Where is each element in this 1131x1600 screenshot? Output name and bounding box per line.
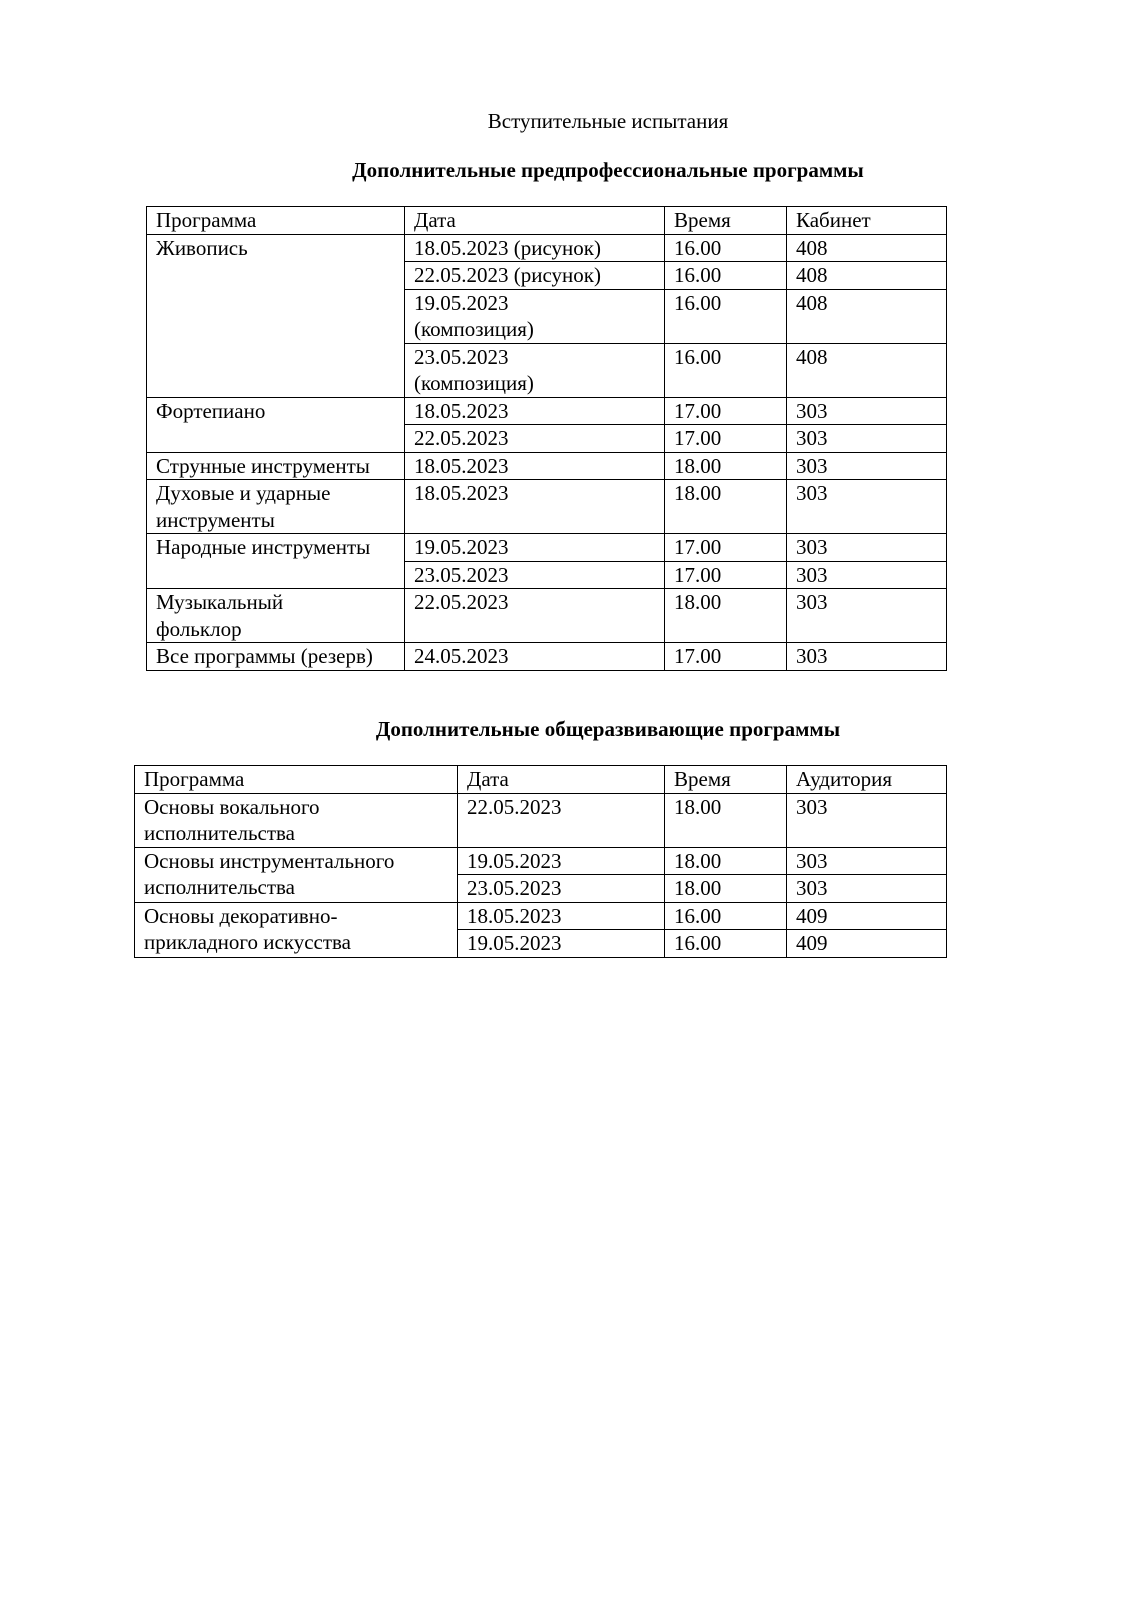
room-cell: 303	[787, 643, 947, 671]
table-row	[135, 902, 947, 930]
date-cell: 23.05.2023	[458, 875, 665, 903]
time-cell: 18.00	[665, 875, 787, 903]
date-cell: 22.05.2023	[405, 425, 665, 453]
general-schedule-table	[134, 765, 947, 958]
time-cell: 17.00	[665, 643, 787, 671]
table-row	[135, 793, 947, 847]
date-cell: 18.05.2023	[405, 397, 665, 425]
date-cell: 22.05.2023	[458, 793, 665, 847]
section-heading-preprofessional: Дополнительные предпрофессиональные программы	[352, 158, 864, 182]
time-cell: 17.00	[665, 561, 787, 589]
header-row	[147, 207, 947, 235]
date-cell: 19.05.2023 (композиция)	[405, 289, 665, 343]
table-row	[147, 534, 947, 562]
time-cell: 16.00	[665, 289, 787, 343]
date-cell: 18.05.2023	[405, 480, 665, 534]
time-cell: 17.00	[665, 397, 787, 425]
time-cell: 18.00	[665, 589, 787, 643]
room-cell: 409	[787, 902, 947, 930]
room-cell: 303	[787, 480, 947, 534]
table-row	[147, 234, 947, 262]
header-date: Дата	[405, 207, 665, 235]
date-cell: 24.05.2023	[405, 643, 665, 671]
room-cell: 303	[787, 847, 947, 875]
time-cell: 16.00	[665, 902, 787, 930]
time-cell: 18.00	[665, 847, 787, 875]
time-cell: 17.00	[665, 534, 787, 562]
program-cell: Музыкальный фольклор	[147, 589, 405, 643]
room-cell: 303	[787, 534, 947, 562]
header-room: Аудитория	[787, 766, 947, 794]
room-cell: 408	[787, 289, 947, 343]
table-row	[147, 452, 947, 480]
page-title: Вступительные испытания	[487, 109, 729, 133]
room-cell: 409	[787, 930, 947, 958]
time-cell: 17.00	[665, 425, 787, 453]
date-cell: 19.05.2023	[458, 847, 665, 875]
program-cell: Основы инструментального исполнительства	[135, 847, 458, 902]
room-cell: 303	[787, 589, 947, 643]
room-cell: 303	[787, 793, 947, 847]
room-cell: 303	[787, 397, 947, 425]
room-cell: 408	[787, 262, 947, 290]
table-row	[147, 643, 947, 671]
date-cell: 23.05.2023 (композиция)	[405, 343, 665, 397]
date-cell: 19.05.2023	[405, 534, 665, 562]
table-row	[147, 589, 947, 643]
time-cell: 16.00	[665, 234, 787, 262]
program-cell: Основы вокального исполнительства	[135, 793, 458, 847]
date-cell: 19.05.2023	[458, 930, 665, 958]
time-cell: 18.00	[665, 452, 787, 480]
header-time: Время	[665, 207, 787, 235]
date-cell: 18.05.2023	[405, 452, 665, 480]
time-cell: 16.00	[665, 262, 787, 290]
date-cell: 18.05.2023 (рисунок)	[405, 234, 665, 262]
table-row	[147, 480, 947, 534]
program-cell: Живопись	[147, 234, 405, 397]
table-row	[147, 397, 947, 425]
date-cell: 18.05.2023	[458, 902, 665, 930]
program-cell: Основы декоративно- прикладного искусства	[135, 902, 458, 957]
program-cell: Струнные инструменты	[147, 452, 405, 480]
room-cell: 408	[787, 343, 947, 397]
time-cell: 16.00	[665, 930, 787, 958]
room-cell: 303	[787, 875, 947, 903]
room-cell: 408	[787, 234, 947, 262]
time-cell: 16.00	[665, 343, 787, 397]
header-program: Программа	[147, 207, 405, 235]
date-cell: 22.05.2023 (рисунок)	[405, 262, 665, 290]
header-program: Программа	[135, 766, 458, 794]
program-cell: Духовые и ударные инструменты	[147, 480, 405, 534]
room-cell: 303	[787, 452, 947, 480]
header-time: Время	[665, 766, 787, 794]
room-cell: 303	[787, 425, 947, 453]
time-cell: 18.00	[665, 480, 787, 534]
program-cell: Все программы (резерв)	[147, 643, 405, 671]
date-cell: 23.05.2023	[405, 561, 665, 589]
room-cell: 303	[787, 561, 947, 589]
program-cell: Фортепиано	[147, 397, 405, 452]
header-date: Дата	[458, 766, 665, 794]
time-cell: 18.00	[665, 793, 787, 847]
preprofessional-schedule-table	[146, 206, 947, 671]
header-room: Кабинет	[787, 207, 947, 235]
header-row	[135, 766, 947, 794]
section-heading-general: Дополнительные общеразвивающие программы	[375, 717, 841, 741]
date-cell: 22.05.2023	[405, 589, 665, 643]
program-cell: Народные инструменты	[147, 534, 405, 589]
table-row	[135, 847, 947, 875]
